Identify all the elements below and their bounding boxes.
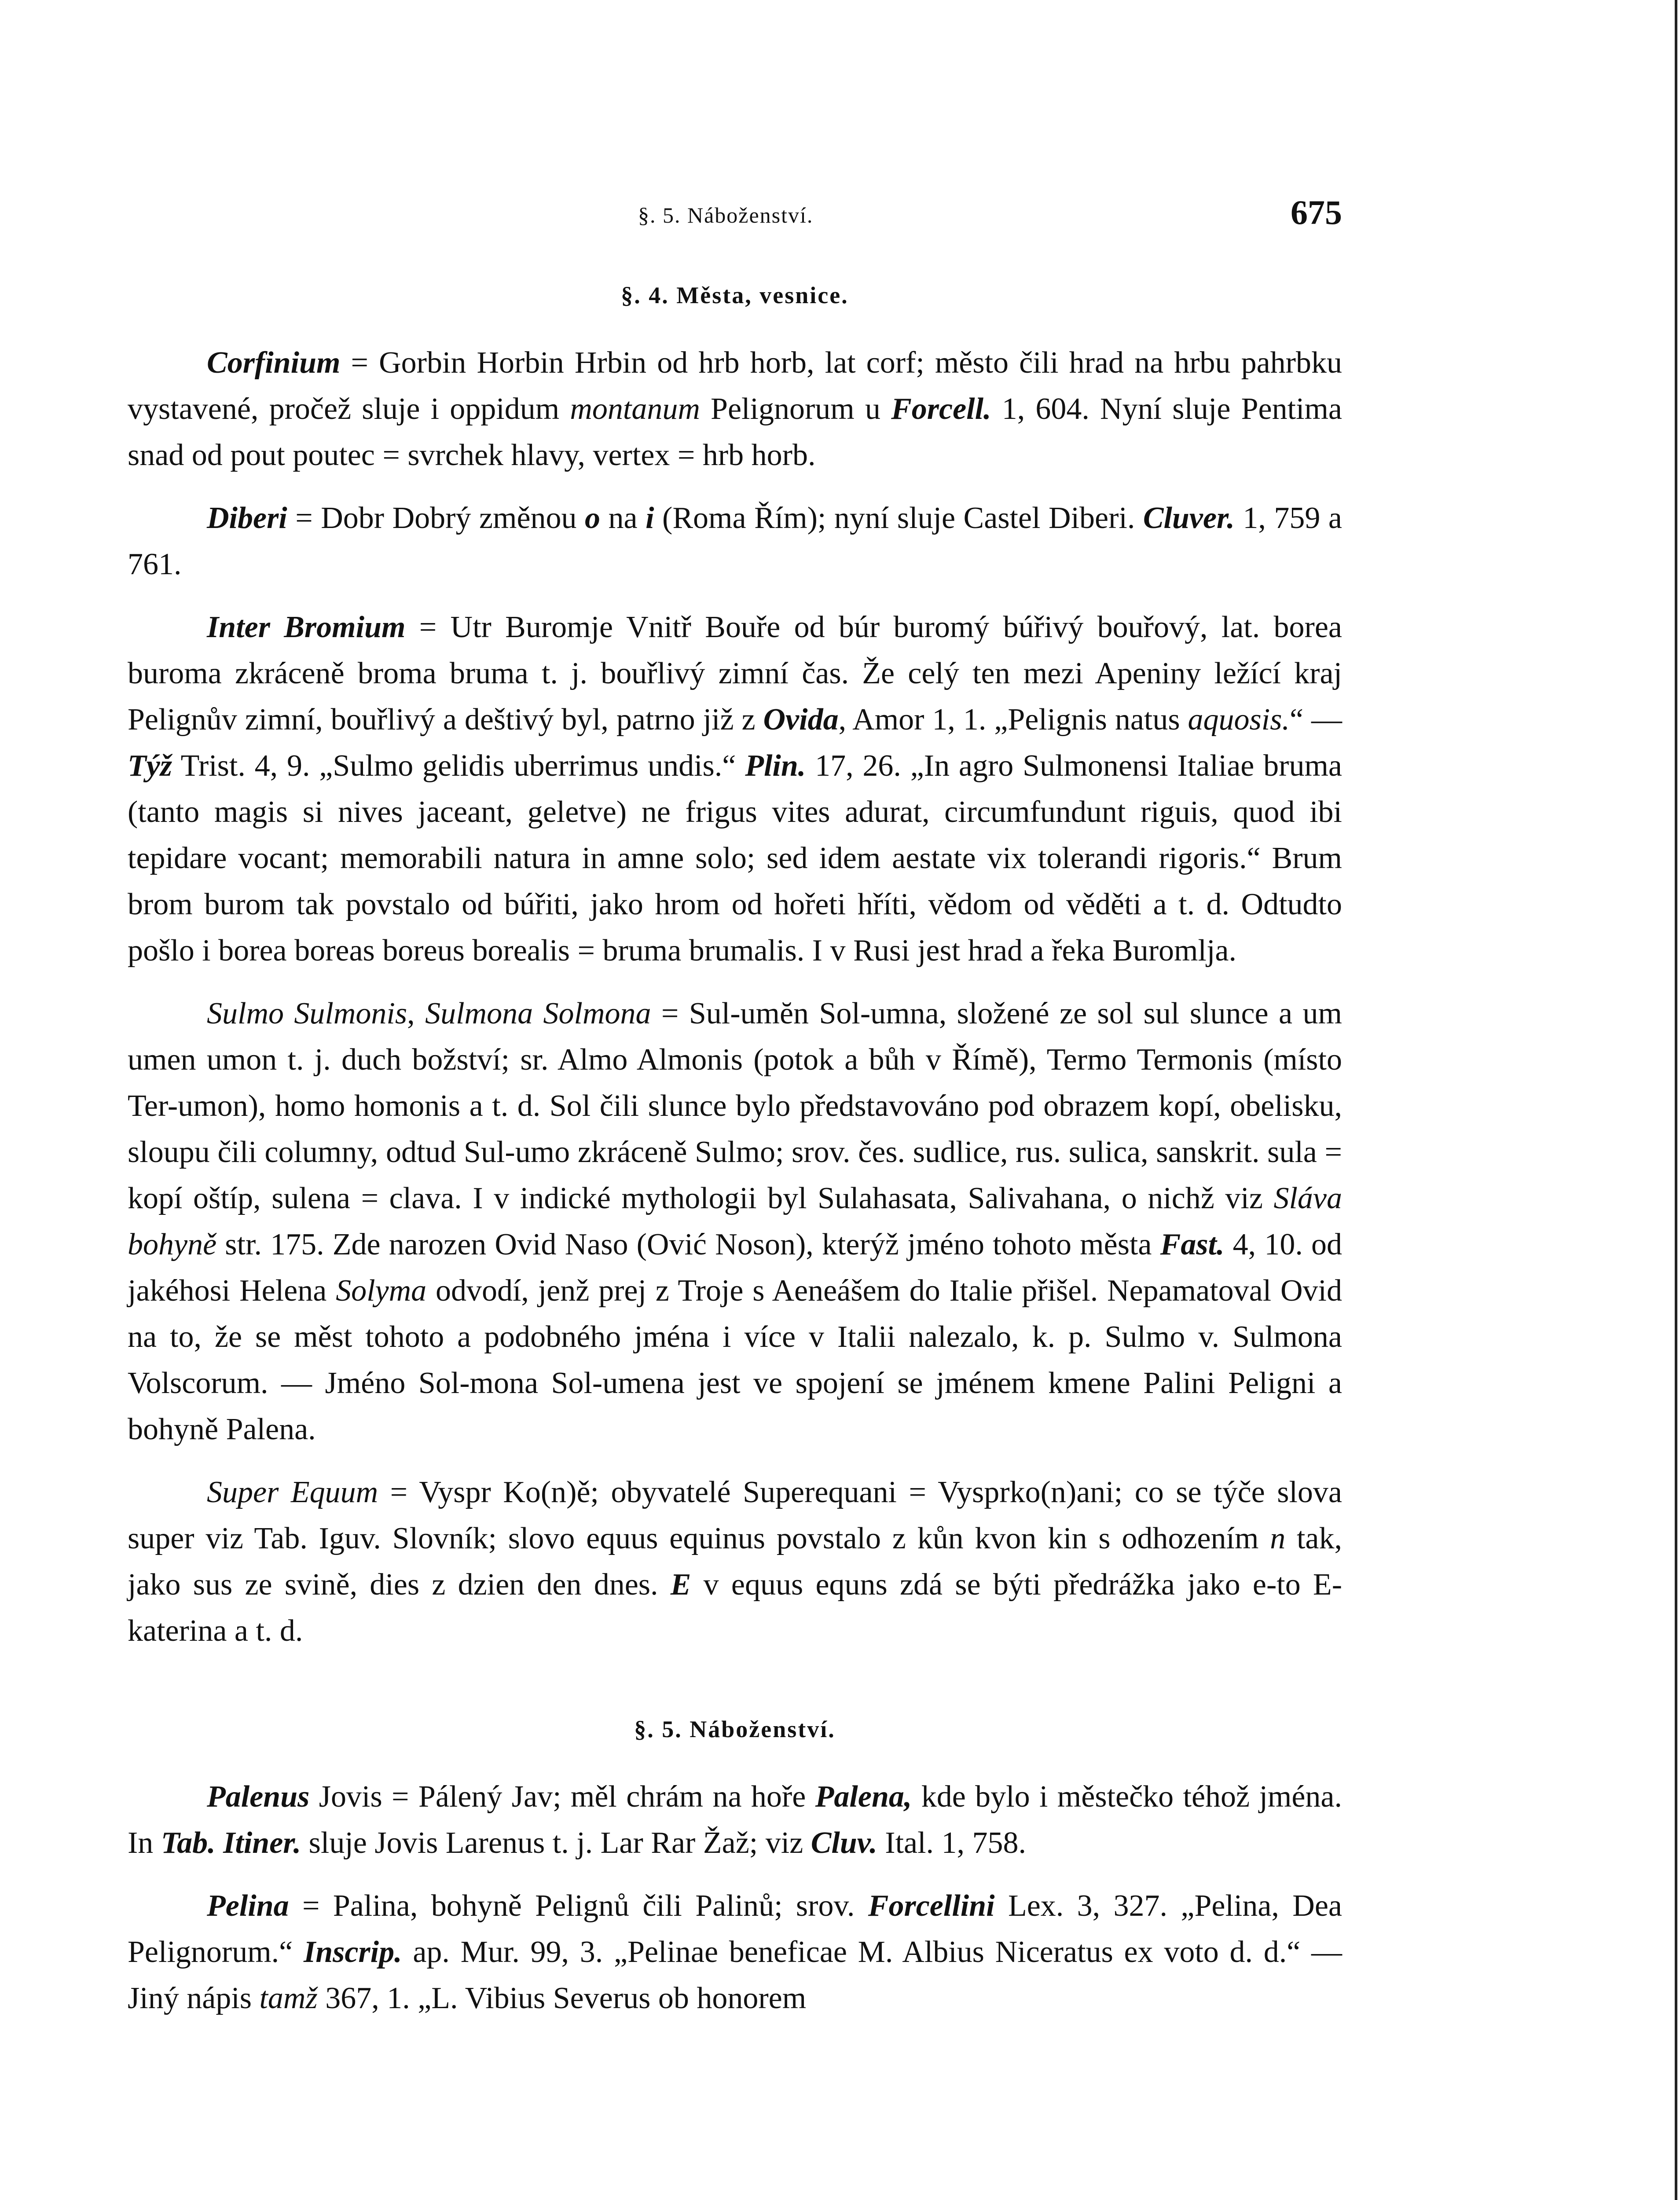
text-run: = Palina, bohyně Pelignů čili Palinů; srov. (289, 1889, 868, 1923)
text-run: str. 175. Zde narozen Ovid Naso (Ović Noson), kterýž jméno tohoto města (216, 1228, 1160, 1261)
emphasis-run: Forcellini (868, 1889, 995, 1923)
text-run: sluje Jovis Larenus t. j. Lar Rar Žaž; viz (301, 1826, 811, 1860)
emphasis-run: Inscrip. (303, 1935, 402, 1969)
text-run: (Roma Řím); nyní sluje Castel Diberi. (654, 501, 1143, 535)
text-run: v equus equns zdá se býti předrážka jako e-to E-katerina a t. d. (128, 1568, 1343, 1648)
text-run: 17, 26. „In agro Sulmonensi Italiae bruma (tanto magis si nives jaceant, geletve) ne frigus vites adurat, circumfundunt riguis, quod ibi tepidare vocant; memorabili natura in amne solo; sed idem aestate vix tolerandi rigoris.“ Brum brom burom tak povstalo od búřiti, jako hrom od hořeti hříti, vědom od věděti a t. d. Odtudto pošlo i borea boreas boreus borealis = bruma brumalis. I v Rusi jest hrad a řeka Buromlja. (128, 749, 1342, 968)
emphasis-run: Diberi (207, 501, 287, 535)
emphasis-run: Sulmona Solmona (425, 997, 651, 1030)
text-run: 1, 759 a 761. (128, 501, 1342, 581)
emphasis-run: Sláva bohyně (128, 1181, 1342, 1261)
emphasis-run: Solyma (336, 1274, 427, 1308)
text-run: na (600, 501, 646, 535)
text-run: = Vyspr Ko(n)ě; obyvatelé Superequani = Vysprko(n)ani; co se týče slova super viz Tab. Iguv. Slovník; slovo equus equinus povstalo z kůn kvon kin s odhozením (128, 1475, 1343, 1555)
emphasis-run: Týž (128, 749, 172, 783)
emphasis-run: Cluver. (1143, 501, 1235, 535)
text-run: “ — (1289, 703, 1342, 737)
text-run: Ital. 1, 758. (877, 1826, 1027, 1860)
paragraph (128, 495, 1342, 587)
text-run: kde bylo i městečko téhož jména. In (128, 1780, 1343, 1860)
paragraph (128, 1774, 1342, 1866)
text-run: ap. Mur. 99, 3. „Pelinae beneficae M. Albius Niceratus ex voto d. d.“ — Jiný nápis (128, 1935, 1342, 2015)
paragraph (128, 1469, 1342, 1654)
text-run: 4, 10. od jakéhosi Helena (128, 1228, 1343, 1308)
paragraph (128, 604, 1342, 974)
paragraph (128, 340, 1342, 478)
text-run: 1, 604. Nyní sluje Pentima snad od pout poutec = svrchek hlavy, vertex = hrb horb. (128, 392, 1343, 472)
text-run: tak, jako sus ze svině, dies z dzien den dnes. (128, 1522, 1342, 1602)
emphasis-run: Palenus (207, 1780, 310, 1814)
paragraph (128, 1883, 1342, 2021)
emphasis-run: aquosis. (1188, 703, 1290, 737)
emphasis-run: Forcell. (891, 392, 991, 426)
emphasis-run: n (1270, 1522, 1286, 1555)
emphasis-run: i (646, 501, 654, 535)
text-run: odvodí, jenž prej z Troje s Aeneášem do Italie přišel. Nepamatoval Ovid na to, že se měst tohoto a podobného jména i více v Italii nalezalo, k. p. Sulmo v. Sulmona Volscorum. — Jméno Sol-mona Sol-umena jest ve spojení se jménem kmene Palini Peligni a bohyně Palena. (128, 1274, 1342, 1446)
running-title: §. 5. Náboženství. (638, 203, 814, 227)
emphasis-run: Palena, (815, 1780, 912, 1814)
text-run: Jovis = Pálený Jav; měl chrám na hoře (309, 1780, 815, 1814)
emphasis-run: o (585, 501, 601, 535)
page-number: 675 (1291, 193, 1342, 231)
emphasis-run: montanum (570, 392, 700, 426)
section-religion (128, 1716, 1342, 2021)
emphasis-run: Pelina (207, 1889, 289, 1923)
emphasis-run: Ovida (763, 703, 839, 737)
emphasis-run: Inter Bromium (207, 610, 406, 644)
running-head (128, 185, 1342, 251)
text-run: = Sul-umĕn Sol-umna, složené ze sol sul slunce a um umen umon t. j. duch božství; sr. Almo Almonis (potok a bůh v Římě), Termo Termonis (místo Ter-umon), homo homonis a t. d. Sol čili slunce bylo představováno pod obrazem kopí, obelisku, sloupu čili columny, odtud Sul-umo zkráceně Sulmo; srov. čes. sudlice, rus. sulica, sanskrit. sula = kopí oštíp, sulena = clava. I v indické mythologii byl Sulahasata, Salivahana, o nichž viz (128, 997, 1342, 1215)
text-run: = Dobr Dobrý změnou (287, 501, 585, 535)
emphasis-run: Plin. (745, 749, 806, 783)
text-run: = Utr Buromje Vnitř Bouře od búr buromý búřivý bouřový, lat. borea buroma zkráceně broma bruma t. j. bouřlivý zimní čas. Že celý ten mezi Apeniny ležící kraj Pelignův zimní, bouřlivý a deštivý byl, patrno již z (128, 610, 1343, 737)
emphasis-run: Tab. Itiner. (161, 1826, 301, 1860)
text-run: , (407, 997, 426, 1030)
emphasis-run: Cluv. (811, 1826, 877, 1860)
section-towns (128, 282, 1342, 1654)
emphasis-run: Corfinium (207, 346, 341, 380)
emphasis-run: E (670, 1568, 691, 1602)
section-heading: §. 4. Města, vesnice. (621, 282, 849, 308)
emphasis-run: tamž (259, 1981, 318, 2015)
text-run: , Amor 1, 1. „Pelignis natus (838, 703, 1188, 737)
section-heading: §. 5. Náboženství. (634, 1716, 836, 1742)
text-run: Lex. 3, 327. „Pelina, Dea Pelignorum.“ (128, 1889, 1342, 1969)
text-run: = Gorbin Horbin Hrbin od hrb horb, lat corf; město čili hrad na hrbu pahrbku vystavené, pročež sluje i oppidum (128, 346, 1342, 426)
text-run: Trist. 4, 9. „Sulmo gelidis uberrimus undis.“ (172, 749, 745, 783)
text-run: Pelignorum u (700, 392, 891, 426)
emphasis-run: Fast. (1160, 1228, 1225, 1261)
paragraph (128, 990, 1342, 1452)
emphasis-run: Sulmo Sulmonis (207, 997, 407, 1030)
text-run: 367, 1. „L. Vibius Severus ob honorem (317, 1981, 807, 2015)
page (128, 185, 1342, 2021)
emphasis-run: Super Equum (207, 1475, 378, 1509)
